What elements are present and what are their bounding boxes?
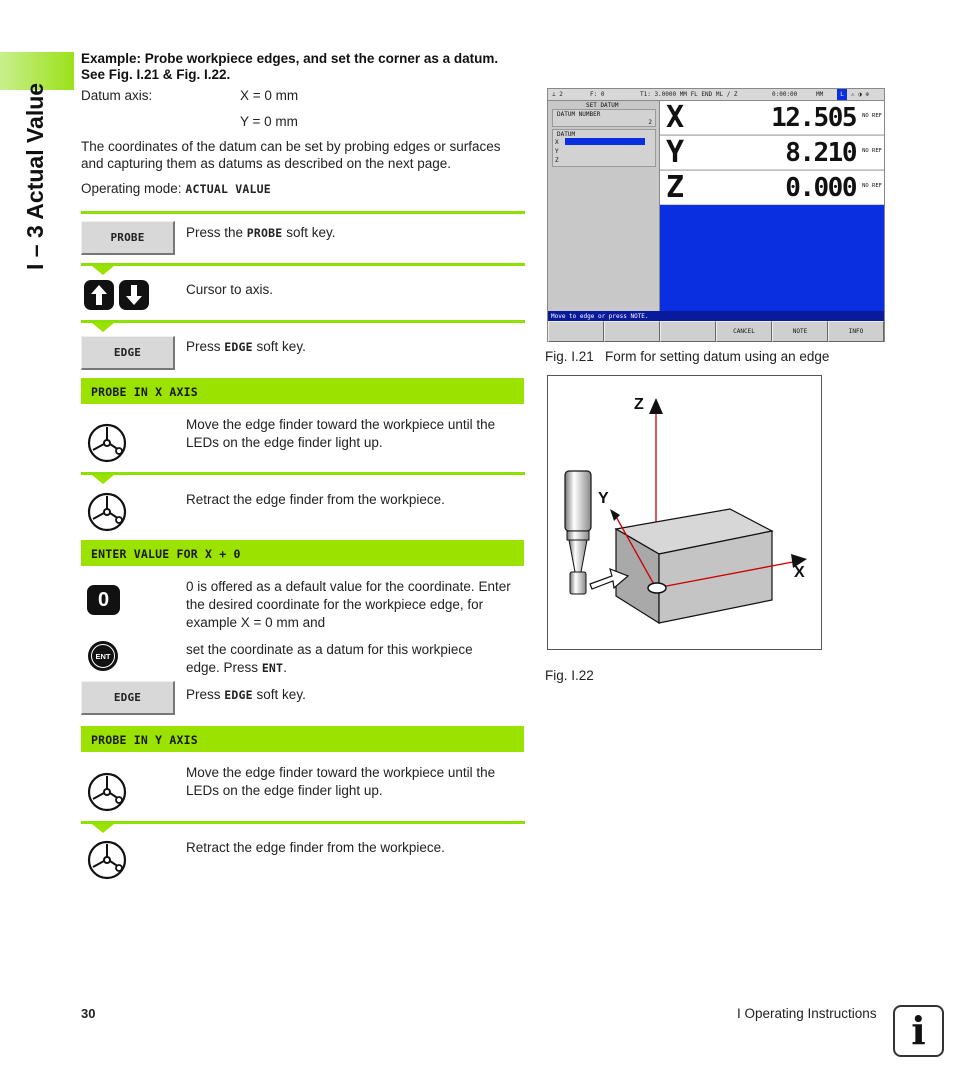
datum-x-value: X = 0 mm <box>240 88 299 103</box>
info-icon: i <box>893 1005 944 1057</box>
handwheel-icon <box>87 492 127 532</box>
step-divider <box>81 263 525 266</box>
handwheel-icon <box>87 423 127 463</box>
dro-blank-area <box>660 205 884 311</box>
note-softkey[interactable]: NOTE <box>772 321 828 342</box>
zero-key[interactable]: 0 <box>87 585 120 615</box>
probe-y-banner: PROBE IN Y AXIS <box>81 726 524 752</box>
axis-label-y: Y <box>598 490 609 507</box>
handwheel-icon <box>87 772 127 812</box>
footer-section: I Operating Instructions <box>737 1006 877 1021</box>
dro-row-x: X 12.505 NO REF <box>660 101 884 135</box>
status-bar: ⊥ 2 F: 0 T1: 3.0000 MM FL END ML / Z 0:00:00 MM L ⚠ ◑ ⊕ <box>548 89 884 101</box>
set-datum-form: SET DATUM DATUM NUMBER 2 DATUM X Y Z <box>548 101 660 311</box>
screen-softkey-1[interactable] <box>548 321 604 342</box>
position-display <box>660 101 884 311</box>
move-instruction-y: Move the edge finder toward the workpiece until the LEDs on the edge finder light up. <box>186 765 496 798</box>
enter-value-banner: ENTER VALUE FOR X + 0 <box>81 540 524 566</box>
datum-x-input[interactable] <box>565 138 645 145</box>
zero-instruction: 0 is offered as a default value for the coordinate. Enter the desired coordinate for the workpiece edge, for example X = 0 mm and <box>186 579 511 630</box>
screen-softkey-3[interactable] <box>660 321 716 342</box>
fig22-caption: Fig. I.22 <box>545 668 594 683</box>
screen-softkey-2[interactable] <box>604 321 660 342</box>
fig21-caption: Fig. I.21 Form for setting datum using an edge <box>545 349 830 364</box>
dro-row-z: Z 0.000 NO REF <box>660 171 884 205</box>
cursor-up-down-keys[interactable] <box>83 279 151 311</box>
ent-key[interactable]: ENT <box>88 641 118 671</box>
axis-label-x: X <box>794 564 805 581</box>
step-divider <box>81 320 525 323</box>
example-heading: Example: Probe workpiece edges, and set the corner as a datum. See Fig. I.21 & Fig. I.22. <box>81 51 499 82</box>
probe-instruction: Press the PROBE soft key. <box>186 225 336 240</box>
workpiece-illustration <box>548 376 821 649</box>
axis-label-z: Z <box>634 396 644 413</box>
datum-axes-list: DATUM X Y Z <box>552 129 656 167</box>
status-lock-badge: L <box>837 89 847 100</box>
retract-instruction-y: Retract the edge finder from the workpiece. <box>186 840 445 855</box>
screen-softkeys <box>548 321 884 342</box>
datum-axis-label: Datum axis: <box>81 88 153 103</box>
edge-instruction-2: Press EDGE soft key. <box>186 687 306 702</box>
operating-mode: Operating mode: ACTUAL VALUE <box>81 181 271 196</box>
dro-screen <box>547 88 885 342</box>
step-arrow <box>92 824 114 833</box>
probe-softkey[interactable]: PROBE <box>81 221 175 255</box>
cursor-instruction: Cursor to axis. <box>186 282 274 297</box>
edge-instruction: Press EDGE soft key. <box>186 339 306 354</box>
step-divider <box>81 821 525 824</box>
status-message: Move to edge or press NOTE. <box>548 311 884 321</box>
retract-instruction-x: Retract the edge finder from the workpiece. <box>186 492 445 507</box>
handwheel-icon <box>87 840 127 880</box>
datum-number-field[interactable]: DATUM NUMBER 2 <box>552 109 656 127</box>
edge-softkey[interactable]: EDGE <box>81 336 175 370</box>
side-chapter-title: I – 3 Actual Value <box>22 82 48 270</box>
step-divider <box>81 472 525 475</box>
arrow-up-icon <box>84 280 114 310</box>
probe-x-banner: PROBE IN X AXIS <box>81 378 524 404</box>
cancel-softkey[interactable]: CANCEL <box>716 321 772 342</box>
ent-instruction: set the coordinate as a datum for this workpiece edge. Press ENT. <box>186 642 473 675</box>
step-arrow <box>92 323 114 332</box>
move-instruction-x: Move the edge finder toward the workpiece until the LEDs on the edge finder light up. <box>186 417 496 450</box>
datum-y-value: Y = 0 mm <box>240 114 298 129</box>
page-number: 30 <box>81 1006 96 1021</box>
dro-row-y: Y 8.210 NO REF <box>660 136 884 170</box>
info-softkey[interactable]: INFO <box>828 321 884 342</box>
edge-probing-figure <box>547 375 822 650</box>
intro-paragraph: The coordinates of the datum can be set by probing edges or surfaces and capturing them as datums as described on the next page. <box>81 139 501 171</box>
arrow-down-icon <box>119 280 149 310</box>
operating-mode-value: ACTUAL VALUE <box>185 182 271 196</box>
step-arrow <box>92 475 114 484</box>
edge-softkey-2[interactable]: EDGE <box>81 681 175 715</box>
step-divider <box>81 211 525 214</box>
step-arrow <box>92 266 114 275</box>
